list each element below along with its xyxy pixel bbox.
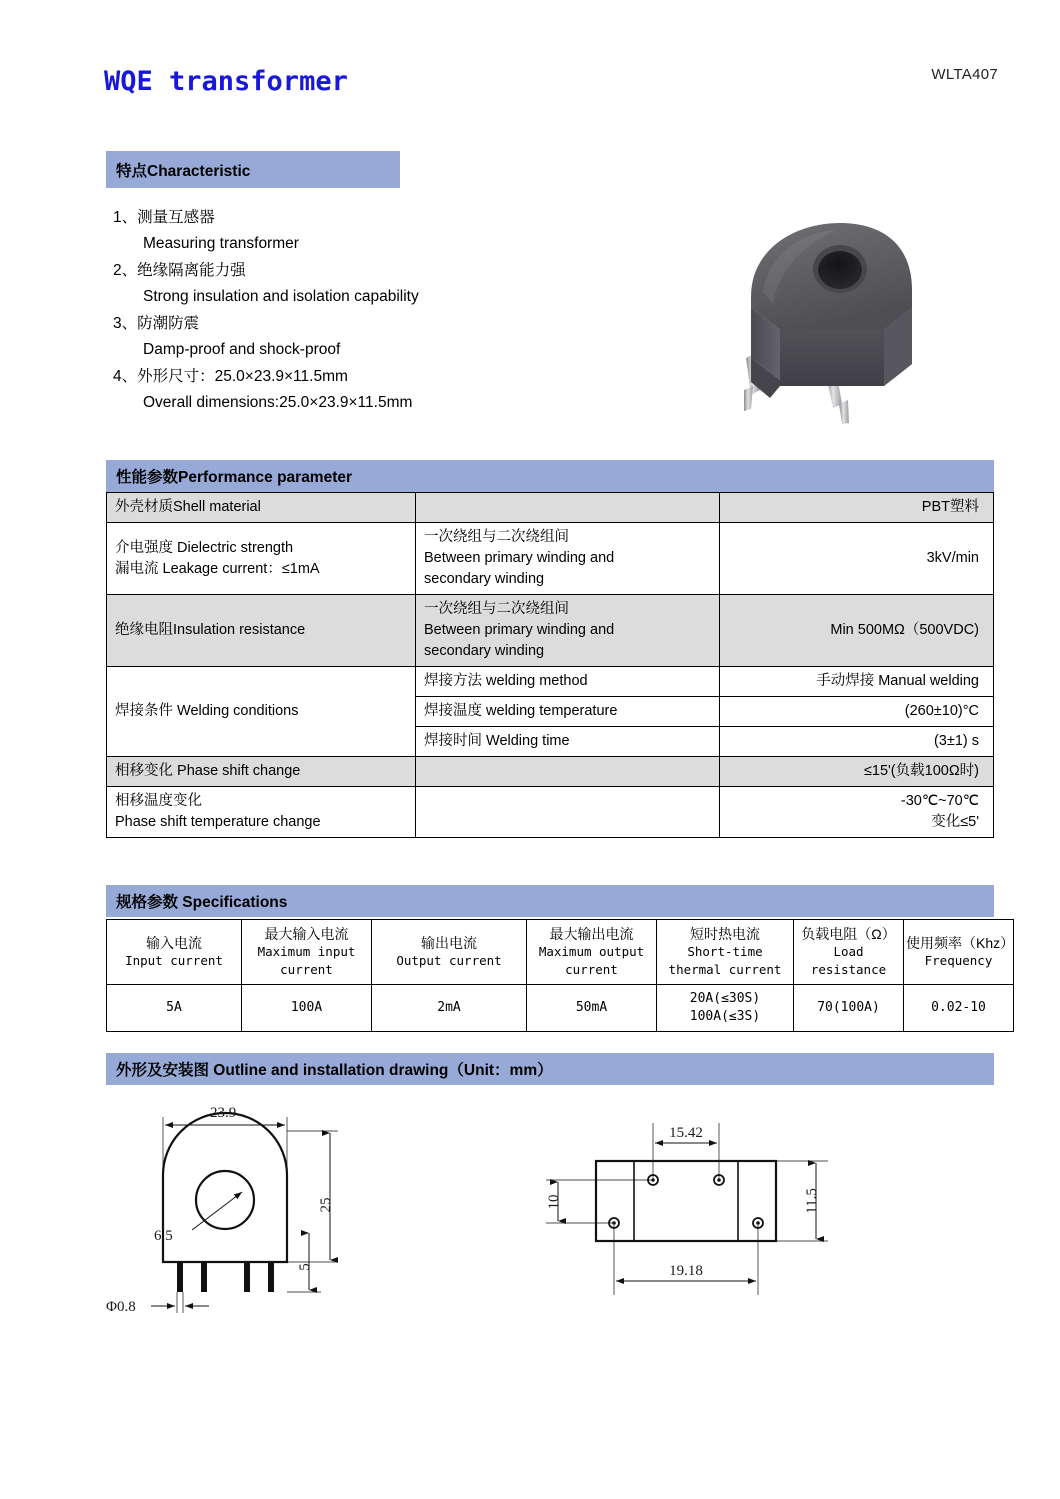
perf-value-line1: -30℃~70℃: [900, 793, 979, 809]
spec-value: 0.02-10: [904, 985, 1014, 1032]
spec-header-cn: 使用频率（Khz）: [906, 935, 1015, 951]
perf-value: 3kV/min: [720, 523, 994, 595]
perf-label: 相移变化 Phase shift change: [107, 757, 416, 787]
perf-label-line1: 介电强度 Dielectric strength: [115, 539, 294, 556]
char-cn: 2、绝缘隔离能力强: [113, 262, 246, 279]
perf-label: 焊接条件 Welding conditions: [107, 667, 416, 757]
dim-hole-6-5: 6.5: [154, 1228, 173, 1244]
spec-column-header: [904, 920, 1014, 985]
spec-header-en: Load resistance: [810, 944, 887, 977]
perf-value: (3±1) s: [720, 727, 994, 757]
spec-header-cn: 最大输入电流: [264, 926, 349, 942]
table-row: [107, 523, 994, 595]
table-row: [107, 493, 994, 523]
section-banner-performance: 性能参数Performance parameter: [106, 460, 994, 492]
dim-top-pitch-15-42: 15.42: [669, 1125, 703, 1141]
dim-width-23-9: 23.9: [210, 1105, 237, 1121]
perf-label-line2: 漏电流 Leakage current：≤1mA: [115, 560, 320, 577]
perf-middle-line3: secondary winding: [424, 643, 545, 659]
spec-value: 5A: [107, 985, 242, 1032]
char-cn: 4、外形尺寸：25.0×23.9×11.5mm: [113, 368, 348, 385]
section-banner-characteristic: 特点Characteristic: [106, 151, 400, 188]
spec-value: 100A: [242, 985, 372, 1032]
perf-middle: [416, 757, 720, 787]
spec-value: 2mA: [372, 985, 527, 1032]
char-en: Strong insulation and isolation capability: [143, 288, 419, 305]
spec-header-en: Maximum output current: [538, 944, 645, 977]
perf-middle: [416, 493, 720, 523]
photo-hole: [818, 251, 862, 289]
char-cn: 1、测量互感器: [113, 209, 215, 226]
spec-header-en: Maximum input current: [257, 944, 356, 977]
product-photo: [718, 212, 958, 427]
table-row: [107, 595, 994, 667]
performance-parameter-table: [106, 492, 994, 838]
table-header-row: [107, 920, 1014, 985]
dim-height-11-5: 11.5: [804, 1188, 820, 1214]
perf-middle-line1: 一次绕组与二次绕组间: [424, 601, 569, 617]
table-row: [107, 787, 994, 838]
front-view-drawing: [106, 1105, 338, 1315]
spec-header-en: Input current: [125, 953, 223, 968]
front-pin: [201, 1262, 207, 1292]
spec-header-en: Frequency: [924, 953, 993, 968]
perf-value: Min 500MΩ（500VDC): [720, 595, 994, 667]
spec-header-cn: 最大输出电流: [549, 926, 634, 942]
front-body-outline: [163, 1113, 287, 1262]
spec-header-cn: 短时热电流: [690, 926, 760, 942]
list-item: [113, 311, 673, 363]
perf-middle: 焊接温度 welding temperature: [416, 697, 720, 727]
perf-value: [720, 787, 994, 838]
perf-value: (260±10)°C: [720, 697, 994, 727]
page-title: WQE transformer: [104, 66, 348, 97]
char-cn: 3、防潮防震: [113, 315, 200, 332]
spec-header-cn: 负载电阻（Ω）: [801, 926, 896, 942]
perf-label-line1: 相移温度变化: [115, 793, 202, 809]
spec-header-cn: 输出电流: [421, 935, 477, 951]
spec-header-cn: 输入电流: [146, 935, 202, 951]
spec-column-header: [794, 920, 904, 985]
char-en: Measuring transformer: [143, 235, 299, 252]
perf-value: ≤15'(负载100Ω时): [720, 757, 994, 787]
spec-value: 50mA: [527, 985, 657, 1032]
front-pin: [244, 1262, 250, 1292]
part-number: WLTA407: [931, 66, 998, 83]
perf-middle-line1: 一次绕组与二次绕组间: [424, 529, 569, 545]
dim-pin-length-5: 5: [297, 1263, 313, 1271]
spec-column-header: [242, 920, 372, 985]
dim-pin-dia: Φ0.8: [106, 1299, 136, 1315]
spec-value: 70(100A): [794, 985, 904, 1032]
characteristic-list: [113, 205, 673, 417]
table-row: [107, 757, 994, 787]
perf-label: [107, 787, 416, 838]
perf-middle: [416, 523, 720, 595]
table-row: [107, 667, 994, 697]
spec-value: 20A(≤30S) 100A(≤3S): [657, 985, 794, 1032]
perf-middle-line2: Between primary winding and: [424, 622, 615, 638]
perf-label: 外壳材质Shell material: [107, 493, 416, 523]
perf-value: PBT塑料: [720, 493, 994, 523]
front-pin: [268, 1262, 274, 1292]
perf-middle: 焊接时间 Welding time: [416, 727, 720, 757]
front-pin: [177, 1262, 183, 1292]
perf-middle: [416, 595, 720, 667]
list-item: [113, 364, 673, 416]
perf-value-line2: 变化≤5': [931, 814, 979, 830]
section-banner-specifications: 规格参数 Specifications: [106, 885, 994, 917]
perf-label-line2: Phase shift temperature change: [115, 814, 321, 830]
dim-bottom-pitch-19-18: 19.18: [669, 1263, 703, 1279]
perf-value: 手动焊接 Manual welding: [720, 667, 994, 697]
list-item: [113, 205, 673, 257]
list-item: [113, 258, 673, 310]
spec-column-header: [107, 920, 242, 985]
perf-middle-line2: Between primary winding and: [424, 550, 615, 566]
bottom-body-outline: [596, 1161, 776, 1241]
perf-label: [107, 523, 416, 595]
dim-height-25: 25: [318, 1197, 334, 1213]
dim-row-pitch-10: 10: [546, 1194, 562, 1210]
table-row: [107, 985, 1014, 1032]
perf-middle: [416, 787, 720, 838]
spec-column-header: [372, 920, 527, 985]
spec-column-header: [657, 920, 794, 985]
bottom-view-drawing: [546, 1123, 828, 1295]
spec-header-en: Short-time thermal current: [668, 944, 782, 977]
outline-drawings: [106, 1095, 994, 1325]
perf-label: 绝缘电阻Insulation resistance: [107, 595, 416, 667]
perf-middle-line3: secondary winding: [424, 571, 545, 587]
spec-header-en: Output current: [396, 953, 502, 968]
specifications-table: [106, 919, 1014, 1032]
char-en: Overall dimensions:25.0×23.9×11.5mm: [143, 394, 413, 411]
spec-column-header: [527, 920, 657, 985]
char-en: Damp-proof and shock-proof: [143, 341, 341, 358]
section-banner-outline: 外形及安装图 Outline and installation drawing（Unit：mm）: [106, 1053, 994, 1085]
perf-middle: 焊接方法 welding method: [416, 667, 720, 697]
